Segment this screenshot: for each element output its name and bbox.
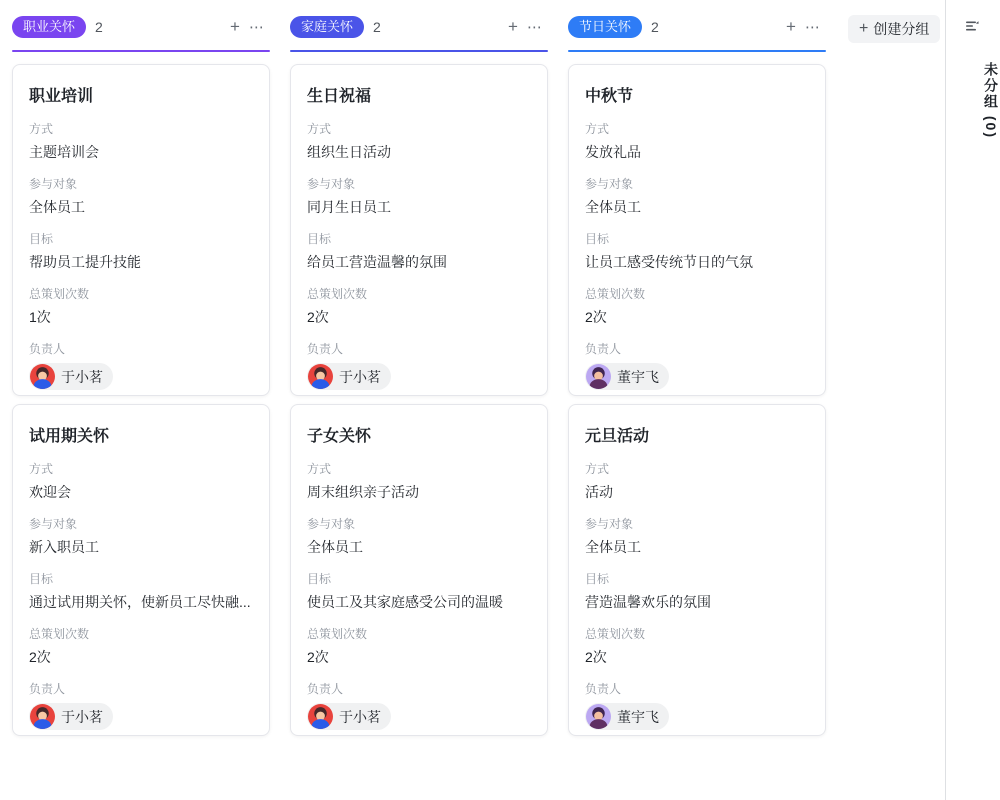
card-title: 生日祝福 (307, 88, 372, 105)
card-title: 元旦活动 (585, 428, 650, 445)
owner-name: 于小茗 (61, 708, 103, 725)
ungrouped-panel (945, 0, 1000, 800)
owner-chip (29, 703, 113, 730)
owner-chip (585, 363, 669, 390)
group-badge: 家庭关怀 (290, 16, 364, 38)
card-zinvguanhuai[interactable]: 子女关怀 方式 周末组织亲子活动 参与对象 全体员工 目标 使员工及其家庭感受公司的温暖 总策划次数 2次 负责人 于小茗 (290, 404, 548, 736)
owner-name: 董宇飞 (617, 368, 659, 385)
column-more-icon[interactable]: ⋯ (527, 19, 543, 36)
card-title: 子女关怀 (307, 428, 372, 445)
avatar (30, 364, 55, 389)
card-count: 2 (651, 19, 659, 35)
avatar (586, 704, 611, 729)
card-count: 2 (373, 19, 381, 35)
hidden-groups-icon[interactable] (960, 14, 984, 38)
owner-name: 董宇飞 (617, 708, 659, 725)
column-more-icon[interactable]: ⋯ (249, 19, 265, 36)
card-shiyongqiguanhuai[interactable]: 试用期关怀 方式 欢迎会 参与对象 新入职员工 目标 通过试用期关怀，使新员工尽快融... 总策划次数 2次 负责人 于小茗 (12, 404, 270, 736)
kanban-board (12, 14, 826, 736)
owner-chip (307, 703, 391, 730)
column-underline (568, 50, 826, 52)
group-badge: 节日关怀 (568, 16, 642, 38)
card-title: 职业培训 (29, 88, 94, 105)
column-more-icon[interactable]: ⋯ (805, 19, 821, 36)
column-underline (12, 50, 270, 52)
kanban-column-career (12, 14, 270, 736)
avatar (586, 364, 611, 389)
card-title: 试用期关怀 (29, 428, 110, 445)
card-count: 2 (95, 19, 103, 35)
owner-name: 于小茗 (339, 368, 381, 385)
owner-chip (307, 363, 391, 390)
kanban-column-family (290, 14, 548, 736)
avatar (30, 704, 55, 729)
column-header (290, 14, 548, 40)
plus-icon: + (859, 20, 869, 37)
ungrouped-tab[interactable]: 未分组 (0) (983, 62, 999, 139)
card-yuandanhuodong[interactable]: 元旦活动 方式 活动 参与对象 全体员工 目标 营造温馨欢乐的氛围 总策划次数 2次 负责人 董宇飞 (568, 404, 826, 736)
column-underline (290, 50, 548, 52)
create-group-button[interactable] (848, 15, 940, 43)
create-group-label: 创建分组 (873, 21, 930, 37)
add-card-icon[interactable]: + (508, 17, 518, 36)
owner-name: 于小茗 (61, 368, 103, 385)
card-zhiyepeixun[interactable]: 职业培训 方式 主题培训会 参与对象 全体员工 目标 帮助员工提升技能 总策划次数 1次 负责人 于小茗 (12, 64, 270, 396)
avatar (308, 704, 333, 729)
kanban-column-holiday (568, 14, 826, 736)
column-header (568, 14, 826, 40)
group-badge: 职业关怀 (12, 16, 86, 38)
add-card-icon[interactable]: + (230, 17, 240, 36)
card-title: 中秋节 (585, 88, 634, 105)
add-card-icon[interactable]: + (786, 17, 796, 36)
avatar (308, 364, 333, 389)
owner-chip (29, 363, 113, 390)
owner-name: 于小茗 (339, 708, 381, 725)
owner-chip (585, 703, 669, 730)
card-zhongqiujie[interactable]: 中秋节 方式 发放礼品 参与对象 全体员工 目标 让员工感受传统节日的气氛 总策划次数 2次 负责人 董宇飞 (568, 64, 826, 396)
column-header (12, 14, 270, 40)
card-shengrizhufu[interactable]: 生日祝福 方式 组织生日活动 参与对象 同月生日员工 目标 给员工营造温馨的氛围 总策划次数 2次 负责人 于小茗 (290, 64, 548, 396)
